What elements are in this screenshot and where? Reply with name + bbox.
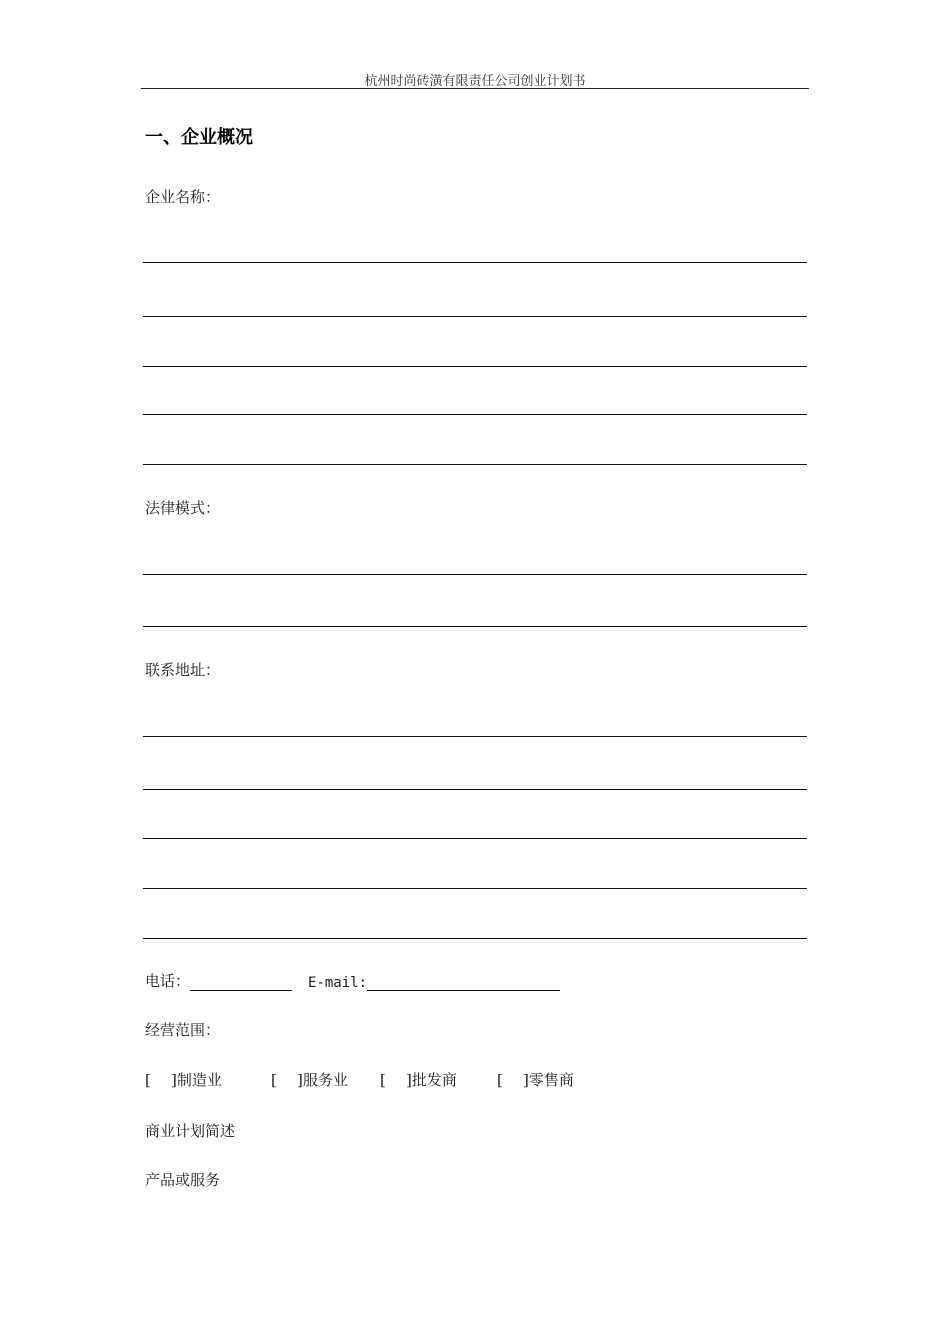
- legal-form-line-1[interactable]: [143, 574, 807, 575]
- address-line-3[interactable]: [143, 838, 807, 839]
- phone-label: 电话：: [145, 972, 191, 990]
- checkbox-bracket-open: [: [271, 1071, 277, 1089]
- legal-form-line-2[interactable]: [143, 626, 807, 627]
- contact-row: [145, 970, 560, 991]
- checkbox-bracket-open: [: [380, 1071, 386, 1089]
- company-name-line-4[interactable]: [143, 414, 807, 415]
- checkbox-bracket-close: ]: [406, 1071, 412, 1089]
- checkbox-bracket-open: [: [497, 1071, 503, 1089]
- company-name-line-3[interactable]: [143, 366, 807, 367]
- scope-option-label: 批发商: [411, 1071, 457, 1089]
- company-name-line-5[interactable]: [143, 464, 807, 465]
- company-name-line-1[interactable]: [143, 262, 807, 263]
- header-rule: [141, 88, 809, 89]
- company-name-line-2[interactable]: [143, 316, 807, 317]
- address-line-2[interactable]: [143, 789, 807, 790]
- scope-option-wholesale[interactable]: [380, 1069, 457, 1090]
- company-name-label: 企业名称：: [145, 188, 221, 206]
- running-header-title: 杭州时尚砖潢有限责任公司创业计划书: [364, 74, 586, 89]
- email-label: E-mail:: [308, 975, 368, 991]
- business-scope-label: 经营范围：: [145, 1021, 221, 1039]
- scope-option-label: 制造业: [176, 1071, 222, 1089]
- address-line-4[interactable]: [143, 888, 807, 889]
- address-label: 联系地址：: [145, 661, 221, 679]
- phone-blank[interactable]: [190, 972, 292, 991]
- scope-option-retail[interactable]: [497, 1069, 574, 1090]
- scope-option-manufacturing[interactable]: [145, 1069, 222, 1090]
- checkbox-bracket-close: ]: [171, 1071, 177, 1089]
- address-line-5[interactable]: [143, 938, 807, 939]
- address-line-1[interactable]: [143, 736, 807, 737]
- checkbox-bracket-close: ]: [523, 1071, 529, 1089]
- scope-option-label: 服务业: [302, 1071, 348, 1089]
- scope-option-service[interactable]: [271, 1069, 348, 1090]
- email-blank[interactable]: [367, 972, 560, 991]
- plan-summary-heading: 商业计划简述: [145, 1122, 236, 1140]
- products-services-heading: 产品或服务: [145, 1171, 221, 1189]
- checkbox-bracket-open: [: [145, 1071, 151, 1089]
- legal-form-label: 法律模式：: [145, 499, 221, 517]
- section-heading: 一、企业概况: [145, 127, 253, 148]
- checkbox-bracket-close: ]: [297, 1071, 303, 1089]
- scope-option-label: 零售商: [528, 1071, 574, 1089]
